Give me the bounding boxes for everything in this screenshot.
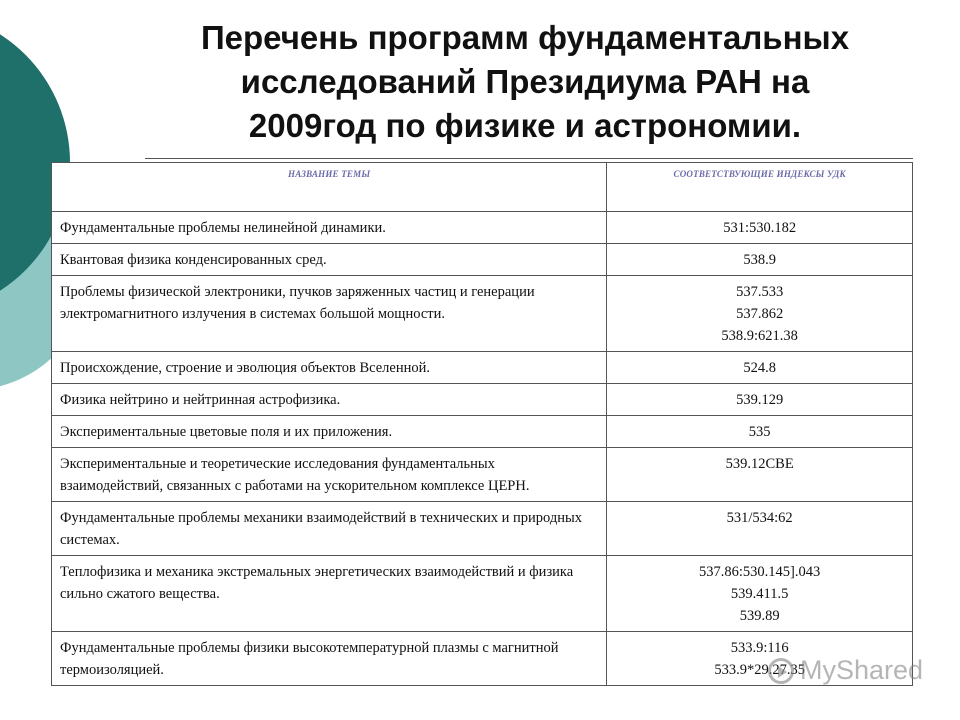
table-row (52, 502, 913, 556)
udc-index-cell (607, 502, 913, 556)
header-udc-indices: СООТВЕТСТВУЮЩИЕ ИНДЕКСЫ УДК (607, 163, 913, 212)
title-line: исследований Президиума РАН на (240, 63, 810, 100)
udc-index-value: 539.129 (736, 392, 784, 408)
title-divider (145, 158, 913, 159)
play-circle-icon (768, 658, 794, 684)
udc-index-cell (607, 276, 913, 352)
topic-name-cell: Проблемы физической электроники, пучков заряженных частиц и генерации электромагнитного излучения в системах большой мощности. (52, 276, 607, 352)
udc-index-cell (607, 212, 913, 244)
table-row (52, 556, 913, 632)
udc-index-cell (607, 352, 913, 384)
table-row (52, 448, 913, 502)
udc-index-cell (607, 556, 913, 632)
title-line: 2009год по физике и астрономии. (248, 107, 802, 144)
header-topic-name: НАЗВАНИЕ ТЕМЫ (52, 163, 607, 212)
topic-name-cell: Фундаментальные проблемы физики высокотемпературной плазмы с магнитной термоизоляцией. (52, 632, 607, 686)
udc-index-cell (607, 416, 913, 448)
title-line: Перечень программ фундаментальных (200, 19, 850, 56)
udc-index-value: 531:530.182 (723, 220, 797, 236)
udc-index-value: 533.9:116 (730, 640, 789, 656)
topic-name-cell: Квантовая физика конденсированных сред. (52, 244, 607, 276)
udc-index-value: 539.12CBE (725, 456, 794, 472)
table-row (52, 276, 913, 352)
udc-index-value: 538.9:621.38 (721, 328, 798, 344)
topic-name-cell: Экспериментальные и теоретические исследования фундаментальных взаимодействий, связанных с работами на ускорительном комплексе ЦЕРН. (52, 448, 607, 502)
topic-name-cell: Теплофизика и механика экстремальных энергетических взаимодействий и физика сильно сжатого вещества. (52, 556, 607, 632)
udc-index-cell (607, 244, 913, 276)
topic-name-cell: Происхождение, строение и эволюция объектов Вселенной. (52, 352, 607, 384)
udc-index-cell (607, 448, 913, 502)
topic-name-cell: Экспериментальные цветовые поля и их приложения. (52, 416, 607, 448)
udc-index-value: 537.533 (736, 284, 784, 300)
table-row (52, 416, 913, 448)
udc-index-value: 531/534:62 (726, 510, 793, 526)
table-header-row (52, 163, 913, 212)
topic-name-cell: Фундаментальные проблемы нелинейной динамики. (52, 212, 607, 244)
udc-index-value: 537.86:530.145].043 (699, 564, 821, 580)
watermark (768, 655, 923, 686)
topic-name-cell: Фундаментальные проблемы механики взаимодействий в технических и природных системах. (52, 502, 607, 556)
udc-index-value: 524.8 (743, 360, 776, 376)
udc-index-value: 535 (748, 424, 771, 440)
topic-name-cell: Физика нейтрино и нейтринная астрофизика. (52, 384, 607, 416)
page-title (150, 16, 900, 148)
table-row (52, 212, 913, 244)
table-body (52, 212, 913, 686)
udc-index-value: 533.9*29.27.35 (714, 662, 805, 678)
udc-index-value: 537.862 (736, 306, 784, 322)
udc-index-value: 539.89 (739, 608, 780, 624)
udc-index-value: 538.9 (743, 252, 776, 268)
table-row (52, 244, 913, 276)
programs-table (51, 162, 913, 686)
watermark-text: MyShared (800, 655, 924, 685)
udc-index-value: 539.411.5 (730, 586, 789, 602)
table-row (52, 352, 913, 384)
table-row (52, 384, 913, 416)
udc-index-cell (607, 384, 913, 416)
